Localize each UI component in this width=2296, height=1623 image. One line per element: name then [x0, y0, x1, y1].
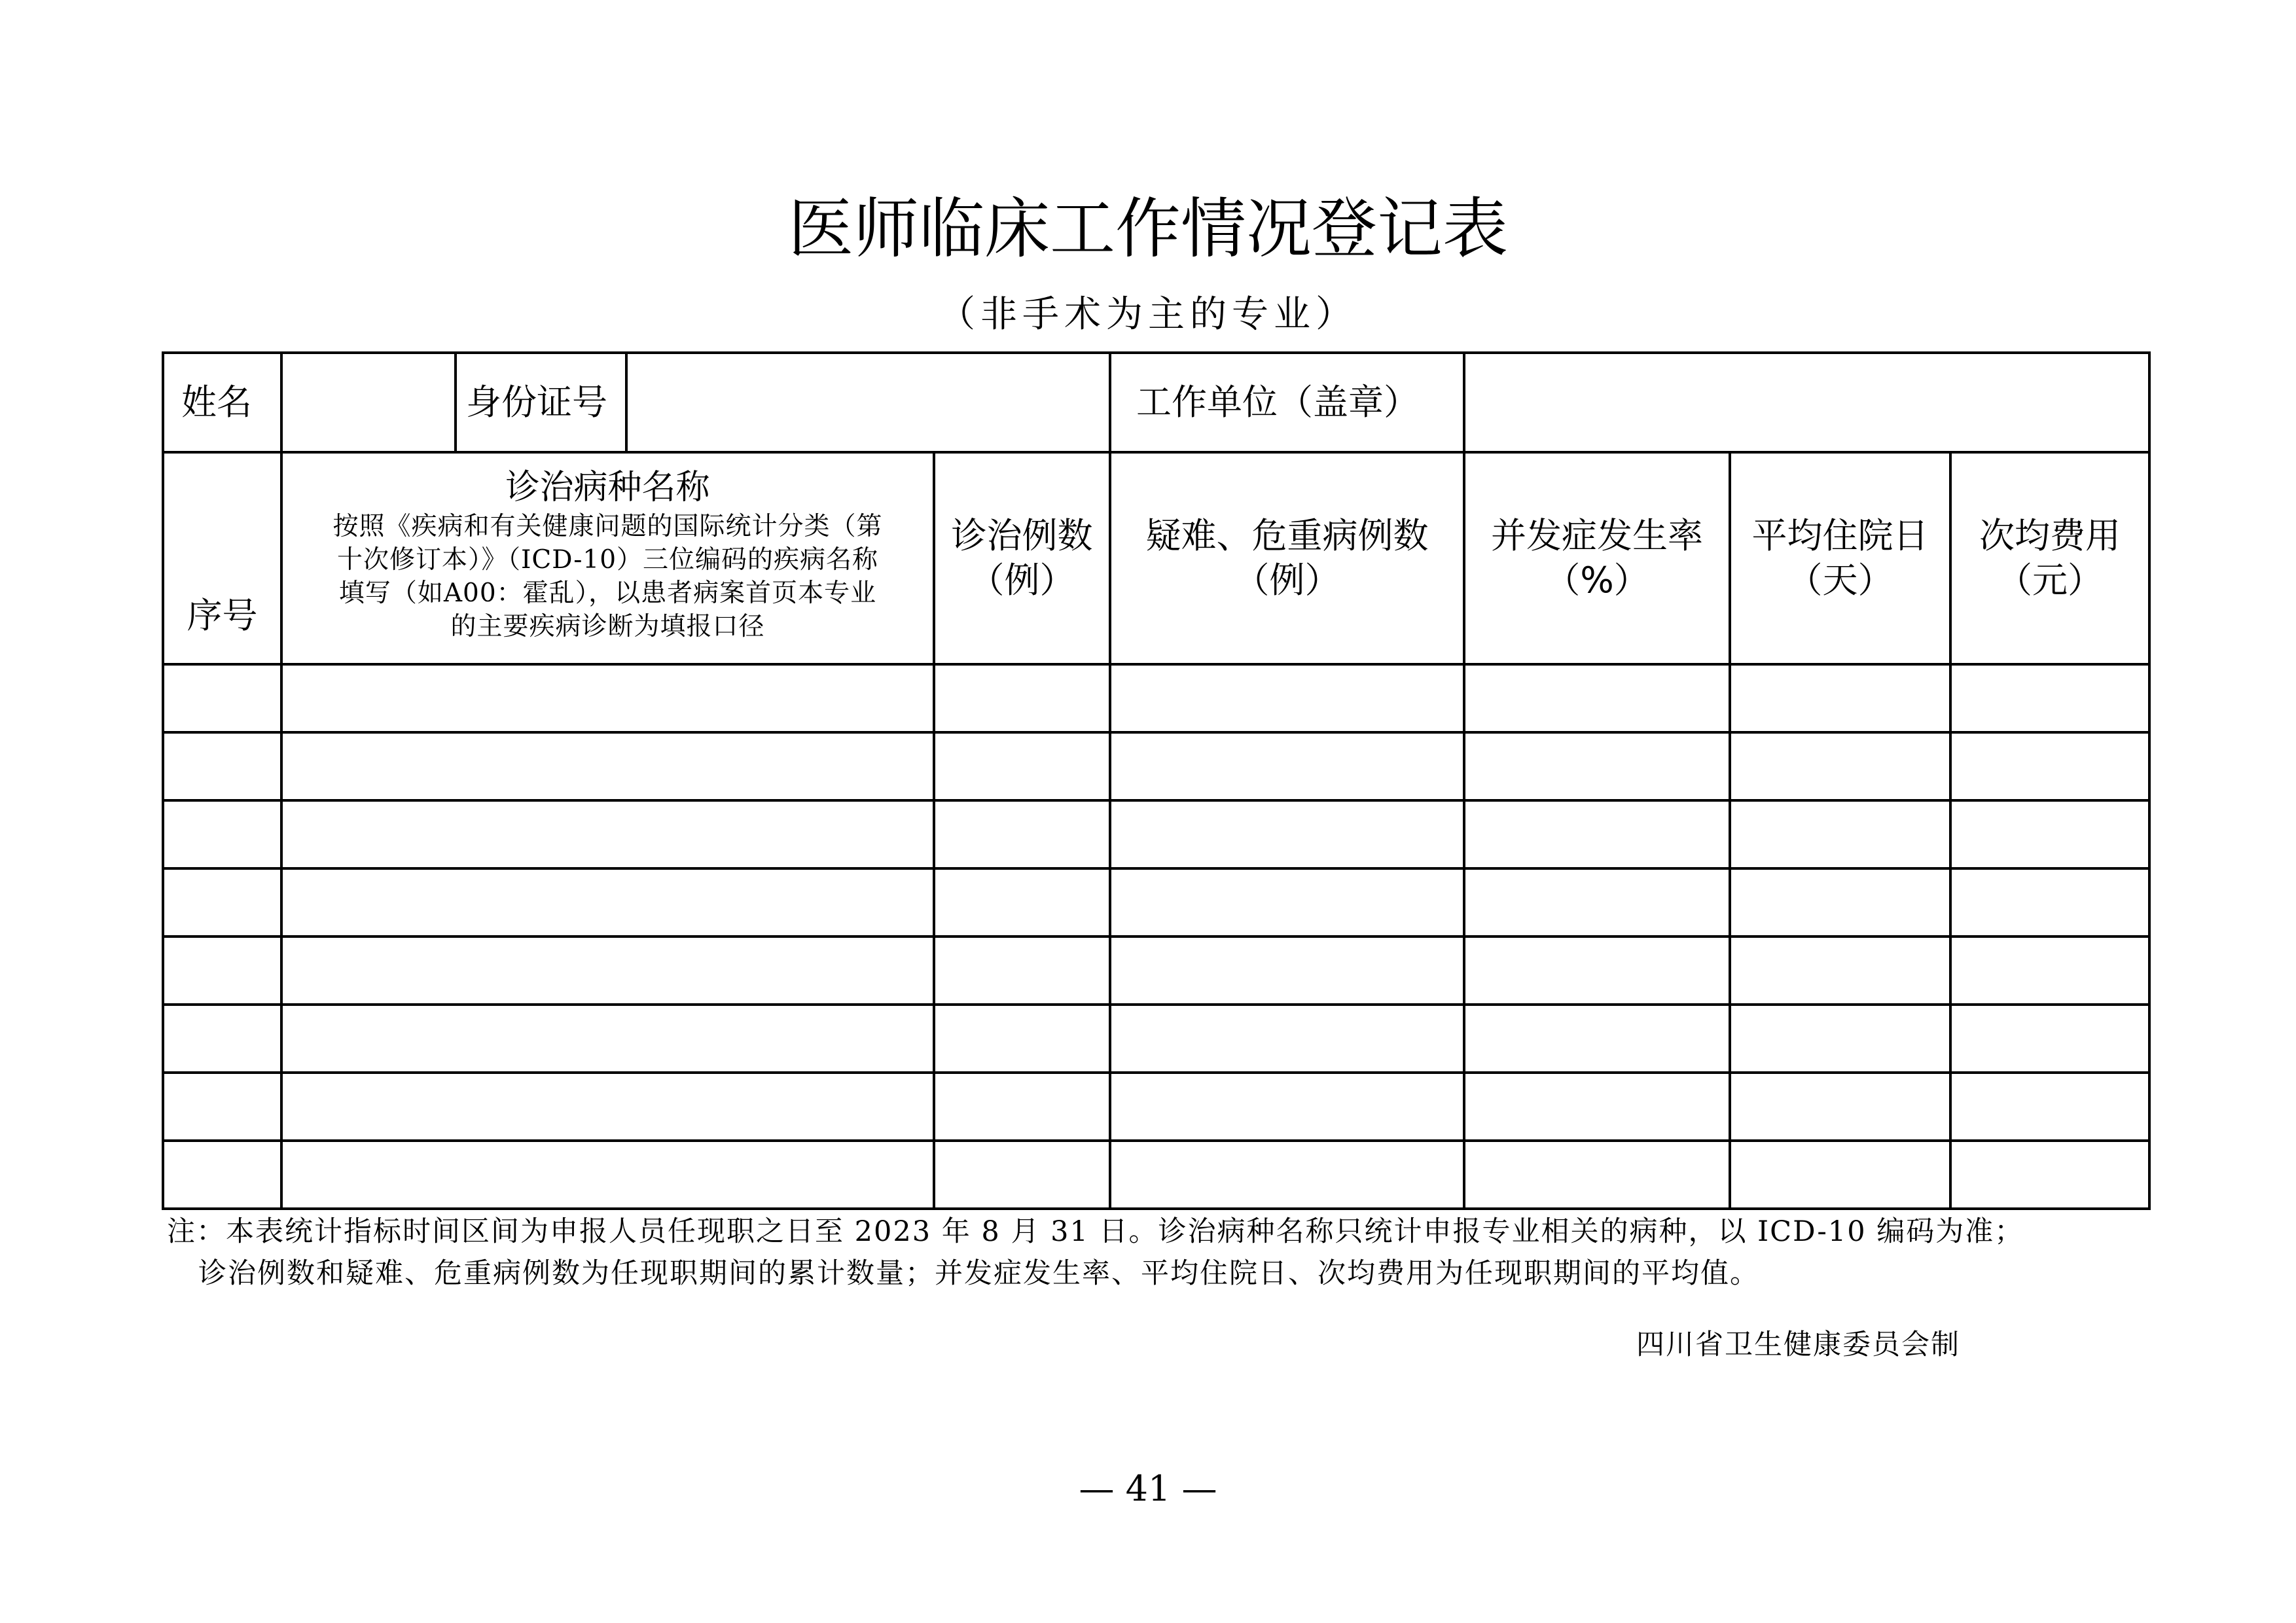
seq-cell[interactable] — [163, 664, 281, 732]
disease-header — [281, 452, 934, 664]
difficult-cases-cell[interactable] — [1110, 664, 1464, 732]
avg-cost-cell[interactable] — [1950, 800, 2149, 868]
table-row — [163, 1073, 2149, 1141]
avg-stay-cell[interactable] — [1730, 936, 1950, 1005]
complication-rate-cell[interactable] — [1464, 868, 1730, 936]
cases-cell[interactable] — [934, 1073, 1110, 1141]
cases-cell[interactable] — [934, 1141, 1110, 1209]
disease-name-cell[interactable] — [281, 800, 934, 868]
table-row — [163, 1005, 2149, 1073]
difficult-cases-cell[interactable] — [1110, 1141, 1464, 1209]
footnote — [167, 1211, 2170, 1294]
avg-stay-cell[interactable] — [1730, 732, 1950, 800]
form-subtitle: （非手术为主的专业） — [939, 293, 1357, 336]
difficult-cases-header-unit: （例） — [1234, 560, 1340, 601]
cases-header — [934, 452, 1110, 664]
difficult-cases-cell[interactable] — [1110, 936, 1464, 1005]
cases-cell[interactable] — [934, 1005, 1110, 1073]
complication-rate-header-unit: （%） — [1545, 560, 1649, 601]
difficult-cases-cell[interactable] — [1110, 1073, 1464, 1141]
difficult-cases-cell[interactable] — [1110, 1005, 1464, 1073]
complication-rate-cell[interactable] — [1464, 664, 1730, 732]
avg-cost-cell[interactable] — [1950, 1005, 2149, 1073]
avg-cost-cell[interactable] — [1950, 1073, 2149, 1141]
disease-name-cell[interactable] — [281, 1073, 934, 1141]
complication-rate-cell[interactable] — [1464, 1141, 1730, 1209]
page-number: — 41 — — [1079, 1468, 1217, 1509]
disease-description — [283, 510, 933, 643]
complication-rate-header — [1464, 452, 1730, 664]
avg-stay-cell[interactable] — [1730, 868, 1950, 936]
data-rows — [163, 664, 2149, 1209]
disease-name-cell[interactable] — [281, 1005, 934, 1073]
unit-field[interactable] — [1464, 353, 2149, 452]
name-field[interactable] — [281, 353, 456, 452]
seq-cell[interactable] — [163, 800, 281, 868]
avg-stay-header-label: 平均住院日 — [1751, 515, 1929, 556]
avg-stay-header — [1730, 452, 1950, 664]
avg-cost-cell[interactable] — [1950, 1141, 2149, 1209]
avg-cost-header-unit: （元） — [1997, 560, 2103, 601]
difficult-cases-header — [1110, 452, 1464, 664]
cases-header-label: 诊治例数 — [951, 515, 1093, 556]
footnote-line-2: 诊治例数和疑难、危重病例数为任现职期间的累计数量；并发症发生率、平均住院日、次均费用为任现职期间的平均值。 — [198, 1257, 1759, 1290]
difficult-cases-header-label: 疑难、危重病例数 — [1145, 515, 1429, 556]
table-row — [163, 732, 2149, 800]
avg-stay-header-unit: （天） — [1787, 560, 1893, 601]
id-label: 身份证号 — [456, 353, 626, 452]
footnote-line-1: 注：本表统计指标时间区间为申报人员任现职之日至 2023 年 8 月 31 日。诊治病种名称只统计申报专业相关的病种，以 ICD-10 编码为准； — [167, 1215, 2024, 1248]
avg-cost-cell[interactable] — [1950, 664, 2149, 732]
cases-cell[interactable] — [934, 936, 1110, 1005]
complication-rate-cell[interactable] — [1464, 732, 1730, 800]
disease-name-cell[interactable] — [281, 732, 934, 800]
disease-desc-line: 的主要疾病诊断为填报口径 — [450, 612, 765, 641]
table-row — [163, 936, 2149, 1005]
disease-name-cell[interactable] — [281, 868, 934, 936]
complication-rate-cell[interactable] — [1464, 1005, 1730, 1073]
disease-name-cell[interactable] — [281, 1141, 934, 1209]
seq-cell[interactable] — [163, 936, 281, 1005]
avg-cost-header-label: 次均费用 — [1979, 515, 2121, 556]
registration-table — [162, 351, 2151, 1210]
disease-desc-line: 按照《疾病和有关健康问题的国际统计分类（第 — [332, 512, 883, 541]
table-row — [163, 664, 2149, 732]
seq-cell[interactable] — [163, 1005, 281, 1073]
disease-name-cell[interactable] — [281, 664, 934, 732]
disease-title: 诊治病种名称 — [505, 468, 710, 507]
table-row — [163, 800, 2149, 868]
difficult-cases-cell[interactable] — [1110, 868, 1464, 936]
difficult-cases-cell[interactable] — [1110, 732, 1464, 800]
avg-cost-header — [1950, 452, 2149, 664]
name-label: 姓名 — [163, 353, 281, 452]
seq-header: 序号 — [163, 452, 281, 664]
seq-cell[interactable] — [163, 868, 281, 936]
difficult-cases-cell[interactable] — [1110, 800, 1464, 868]
disease-name-cell[interactable] — [281, 936, 934, 1005]
cases-cell[interactable] — [934, 664, 1110, 732]
issuer-label: 四川省卫生健康委员会制 — [1636, 1329, 1960, 1361]
cases-cell[interactable] — [934, 800, 1110, 868]
avg-stay-cell[interactable] — [1730, 1005, 1950, 1073]
avg-cost-cell[interactable] — [1950, 732, 2149, 800]
form-title: 医师临床工作情况登记表 — [788, 190, 1508, 267]
disease-desc-line: 填写（如A00：霍乱），以患者病案首页本专业 — [338, 579, 877, 608]
avg-cost-cell[interactable] — [1950, 868, 2149, 936]
avg-stay-cell[interactable] — [1730, 1141, 1950, 1209]
cases-cell[interactable] — [934, 732, 1110, 800]
id-field[interactable] — [626, 353, 1110, 452]
complication-rate-cell[interactable] — [1464, 1073, 1730, 1141]
seq-cell[interactable] — [163, 1073, 281, 1141]
seq-cell[interactable] — [163, 732, 281, 800]
avg-stay-cell[interactable] — [1730, 800, 1950, 868]
cases-cell[interactable] — [934, 868, 1110, 936]
complication-rate-header-label: 并发症发生率 — [1491, 515, 1703, 556]
seq-cell[interactable] — [163, 1141, 281, 1209]
disease-desc-line: 十次修订本）》（ICD-10）三位编码的疾病名称 — [336, 545, 879, 575]
avg-stay-cell[interactable] — [1730, 664, 1950, 732]
table-row — [163, 868, 2149, 936]
info-row — [163, 353, 2149, 452]
avg-stay-cell[interactable] — [1730, 1073, 1950, 1141]
complication-rate-cell[interactable] — [1464, 936, 1730, 1005]
avg-cost-cell[interactable] — [1950, 936, 2149, 1005]
complication-rate-cell[interactable] — [1464, 800, 1730, 868]
header-row — [163, 452, 2149, 664]
table-row — [163, 1141, 2149, 1209]
cases-header-unit: （例） — [969, 560, 1075, 601]
unit-label: 工作单位（盖章） — [1110, 353, 1464, 452]
